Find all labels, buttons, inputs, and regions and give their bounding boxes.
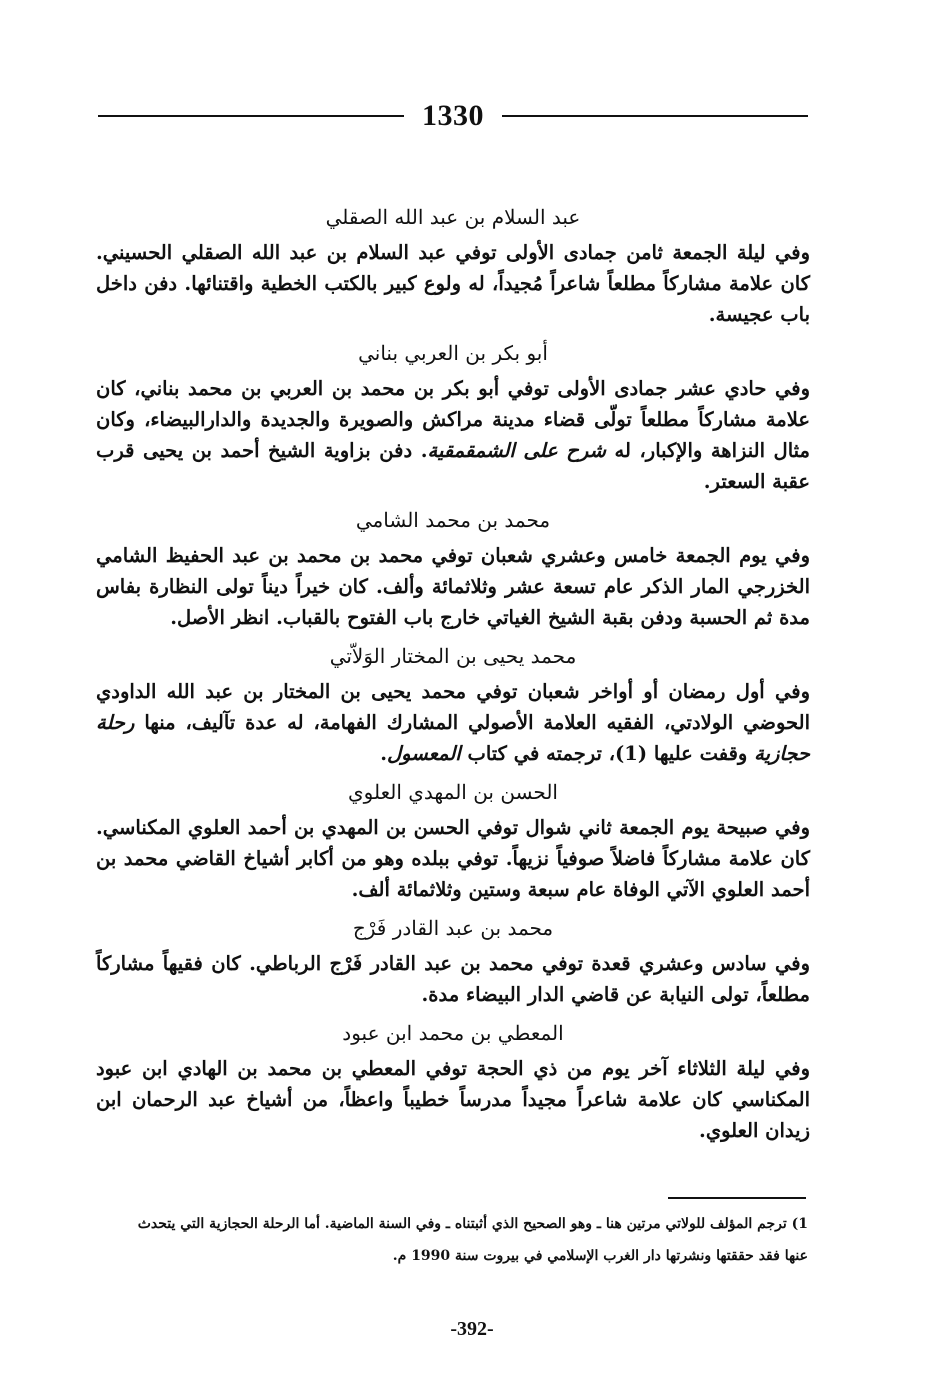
entry-body [96,676,810,769]
obituary-entry [96,775,810,905]
entry-text: وفي حادي عشر جمادى الأولى توفي أبو بكر بن محمد بن العربي بن محمد بناني، كان علامة مشاركاً مطلعاً تولّى قضاء مدينة مراكش والصويرة والجديدة والدارالبيضاء، وكان مثال النزاهة والإكبار، له [96,377,810,462]
obituary-entry [96,639,810,769]
obituary-entry [96,336,810,497]
page-number: -392- [450,1318,494,1340]
entry-text: وقفت عليها (1)، ترجمته في كتاب [460,742,755,765]
header-rule-right [502,115,808,117]
entry-body: وفي ليلة الجمعة ثامن جمادى الأولى توفي عبد السلام بن عبد الله الصقلي الحسيني. كان علامة مشاركاً مطلعاً شاعراً مُجيداً، له ولوع كبير بالكتب الخطية واقتنائها. دفن داخل باب عجيسة. [96,241,810,326]
entry-text: . دفن بزاوية الشيخ أحمد بن يحيى قرب عقبة السعتر. [96,439,810,493]
obituary-entry [96,1016,810,1146]
obituary-entry [96,911,810,1010]
footnote-line: عنها فقد حققتها ونشرتها دار الغرب الإسلامي في بيروت سنة 1990 م. [392,1248,808,1264]
page-header [98,96,808,136]
entry-title: الحسن بن المهدي العلوي [348,780,558,804]
entry-body: وفي صبيحة يوم الجمعة ثاني شوال توفي الحسن بن المهدي بن أحمد العلوي المكناسي. كان علامة مشاركاً فاضلاً صوفياً نزيهاً. توفي ببلده وهو من أكابر أشياخ القاضي محمد بن أحمد العلوي الآتي الوفاة عام سبعة وستين وثلاثمائة ألف. [96,816,810,901]
footnote-line: 1) ترجم المؤلف للولاتي مرتين هنا ـ وهو الصحيح الذي أثبتناه ـ وفي السنة الماضية. أما الرحلة الحجازية التي يتحدث [137,1216,808,1232]
entry-title: محمد بن محمد الشامي [355,508,551,532]
entry-title: عبد السلام بن عبد الله الصقلي [325,205,581,229]
entry-title: محمد بن عبد القادر فَرْج [352,916,554,940]
obituary-entry [96,503,810,633]
entry-title: أبو بكر بن العربي بناني [358,341,548,365]
year-heading: 1330 [422,99,484,132]
page-body [96,200,810,1152]
entry-title: المعطي بن محمد ابن عبود [342,1021,564,1045]
entry-text: وفي أول رمضان أو أواخر شعبان توفي محمد يحيى بن المختار بن عبد الله الداودي الحوضي الولادتي، الفقيه العلامة الأصولي المشارك الفهامة، له عدة تآليف، منها [96,680,810,734]
obituary-entry [96,200,810,330]
entry-body: وفي يوم الجمعة خامس وعشري شعبان توفي محمد بن محمد بن عبد الحفيظ الشامي الخزرجي المار الذكر عام تسعة عشر وثلاثمائة وألف. كان خيراً ديناً تولى النظارة بفاس مدة ثم الحسبة ودفن بقبة الشيخ الغياتي خارج باب الفتوح بالقباب. انظر الأصل. [96,544,810,629]
entry-text: . [380,742,388,765]
footnote [98,1208,808,1272]
entry-title: محمد يحيى بن المختار الوَلاّتي [329,644,577,668]
entry-body: وفي ليلة الثلاثاء آخر يوم من ذي الحجة توفي المعطي بن محمد بن الهادي ابن عبود المكناسي كان علامة شاعراً مجيداً مدرساً خطيباً واعظاً، من أشياخ عبد الرحمان ابن زيدان العلوي. [96,1057,810,1142]
book-title: المعسول [387,742,461,765]
footnote-divider [668,1197,806,1199]
book-title: رحلة حجازية [96,711,810,765]
entry-body [96,373,810,497]
book-title: شرح على الشمقمقية [427,439,606,462]
entry-body: وفي سادس وعشري قعدة توفي محمد بن عبد القادر فَرْج الرباطي. كان فقيهاً مشاركاً مطلعاً، تولى النيابة عن قاضي الدار البيضاء مدة. [96,952,810,1006]
header-rule-left [98,115,404,117]
